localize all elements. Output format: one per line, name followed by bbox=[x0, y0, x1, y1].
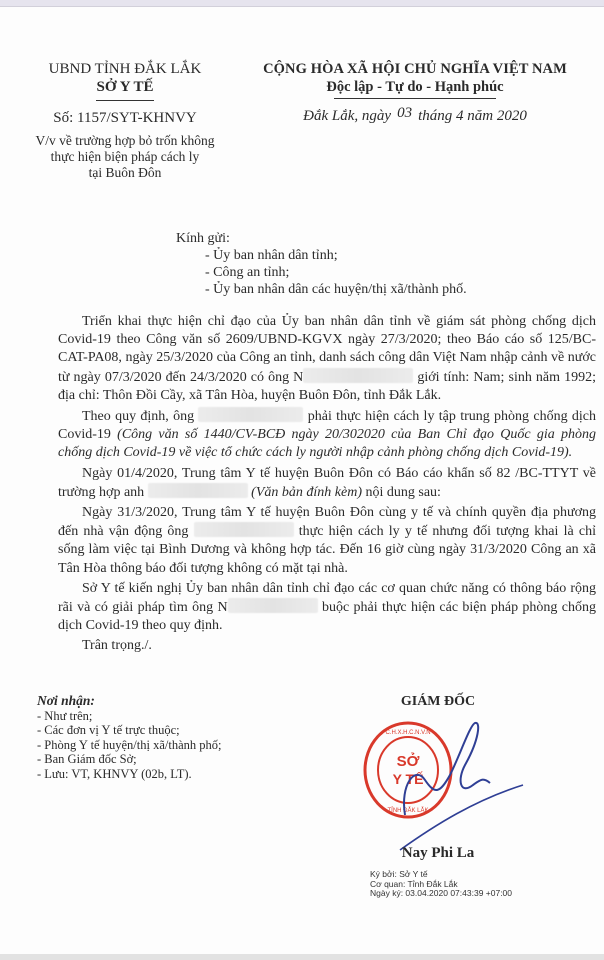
paragraph-4: Ngày 31/3/2020, Trung tâm Y tế huyện Buôn Đôn cùng y tế và chính quyền địa phương đến nhà vận động ông thực hiện cách ly y tế nhưng đối tượng khai là chỉ sống làm việc tại Bình Dương và không hợp tác. Đến 16 giờ cùng ngày 31/3/2020 Công an xã Tân Hòa thông báo đối tượng không có mặt tại nhà. bbox=[58, 505, 596, 576]
signer-name: Nay Phi La bbox=[401, 845, 475, 861]
recipients-footer-title: Nơi nhận: bbox=[37, 693, 95, 708]
header-left bbox=[20, 60, 230, 181]
redacted-name bbox=[228, 598, 318, 613]
nation-motto: Độc lập - Tự do - Hạnh phúc bbox=[326, 79, 504, 95]
svg-text:C.H.X.H.C.N.V.N: C.H.X.H.C.N.V.N bbox=[385, 730, 431, 736]
paragraph-1: Triển khai thực hiện chỉ đạo của Ủy ban nhân dân tỉnh về giám sát phòng chống dịch Covid-19 theo Công văn số 2609/UBND-KGVX ngày 27/3/2020; theo Báo cáo số 125/BC-CAT-PA08, ngày 25/3/2020 của Công an tỉnh, danh sách công dân Việt Nam nhập cảnh về nước từ ngày 07/3/2020 đến 24/3/2020 có ông N giới tính: Nam; sinh năm 1992; địa chỉ: Thôn Đồi Cầy, xã Tân Hòa, huyện Buôn Đôn, tỉnh Đắk Lắk. bbox=[58, 314, 596, 403]
digital-signature-info bbox=[370, 870, 512, 899]
recipient-footer-item: - Các đơn vị Y tế trực thuộc; bbox=[37, 723, 180, 738]
recipient-footer-item: - Như trên; bbox=[37, 708, 93, 723]
nation-title: CỘNG HÒA XÃ HỘI CHỦ NGHĨA VIỆT NAM bbox=[263, 61, 567, 77]
document-subject bbox=[20, 133, 230, 181]
closing: Trân trọng./. bbox=[82, 638, 152, 654]
redacted-name bbox=[198, 407, 303, 422]
recipient-footer-item: - Ban Giám đốc Sở; bbox=[37, 752, 137, 767]
subject-line: tại Buôn Đôn bbox=[88, 165, 162, 180]
date-suffix: tháng 4 năm 2020 bbox=[418, 108, 527, 124]
recipient-item: - Ủy ban nhân dân tỉnh; bbox=[205, 248, 338, 263]
signing-agency: Cơ quan: Tỉnh Đắk Lắk bbox=[370, 878, 458, 889]
bottom-edge-bar bbox=[0, 954, 604, 960]
document-body bbox=[58, 313, 596, 656]
recipient-item: - Ủy ban nhân dân các huyện/thị xã/thành phố. bbox=[205, 282, 467, 297]
subject-line: thực hiện biện pháp cách ly bbox=[50, 149, 200, 164]
signing-date: Ngày ký: 03.04.2020 07:43:39 +07:00 bbox=[370, 888, 513, 898]
paragraph-5: Sở Y tế kiến nghị Ủy ban nhân dân tỉnh chỉ đạo các cơ quan chức năng có thông báo rộng rãi và có giải pháp tìm ông N buộc phải thực hiện các biện pháp phòng chống dịch Covid-19 theo quy định. bbox=[58, 580, 596, 634]
date-prefix: Đắk Lắk, ngày bbox=[303, 108, 392, 124]
department-underline bbox=[96, 100, 154, 101]
date-day: 03 bbox=[397, 105, 413, 121]
subject-line: V/v về trường hợp bỏ trốn không bbox=[35, 133, 215, 148]
signer-title: GIÁM ĐỐC bbox=[400, 694, 476, 709]
svg-text:SỞ: SỞ bbox=[396, 753, 420, 770]
header-right bbox=[245, 60, 585, 125]
motto-underline bbox=[334, 98, 496, 99]
redacted-name bbox=[194, 522, 294, 537]
document-number: Số: 1157/SYT-KHNVY bbox=[53, 110, 197, 126]
svg-text:TỈNH ĐẮK LẮK: TỈNH ĐẮK LẮK bbox=[387, 808, 429, 814]
recipients-footer bbox=[37, 694, 221, 782]
authority-name: UBND TỈNH ĐẮK LẮK bbox=[48, 61, 202, 77]
recipient-footer-item: - Phòng Y tế huyện/thị xã/thành phố; bbox=[37, 737, 222, 752]
recipient-item: - Công an tỉnh; bbox=[205, 265, 290, 280]
signed-by: Ký bởi: Sở Y tế bbox=[370, 869, 428, 879]
kinh-gui-label: Kính gửi: bbox=[176, 231, 230, 246]
document-date bbox=[245, 105, 585, 125]
department-name: SỞ Y TẾ bbox=[96, 79, 154, 95]
signature-icon bbox=[392, 705, 525, 855]
redacted-name bbox=[148, 483, 248, 498]
top-edge-bar bbox=[0, 0, 604, 7]
paragraph-3: Ngày 01/4/2020, Trung tâm Y tế huyện Buôn Đôn có Báo cáo khẩn số 82 /BC-TTYT về trường hợp anh (Văn bản đính kèm) nội dung sau: bbox=[58, 465, 596, 500]
paragraph-2: Theo quy định, ông phải thực hiện cách ly tập trung phòng chống dịch Covid-19 (Công văn số 1440/CV-BCĐ ngày 20/302020 của Ban Chỉ đạo Quốc gia phòng chống dịch Covid-19 về việc tổ chức cách ly người nhập cảnh phòng chống dịch Covid-19). bbox=[58, 409, 597, 461]
redacted-name bbox=[303, 368, 413, 383]
svg-text:Y TẾ: Y TẾ bbox=[392, 771, 424, 787]
recipient-footer-item: - Lưu: VT, KHNVY (02b, LT). bbox=[37, 766, 192, 781]
